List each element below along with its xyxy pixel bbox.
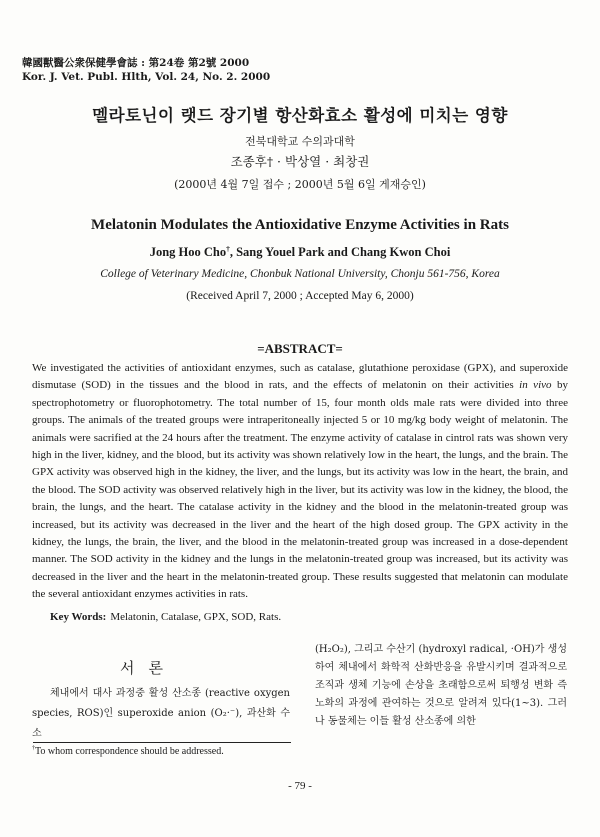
- keywords-label: Key Words:: [50, 611, 107, 623]
- abstract-body: [32, 360, 568, 604]
- abstract-in-vivo: in vivo: [519, 379, 552, 392]
- english-dates: (Received April 7, 2000 ; Accepted May 6, 2000): [186, 290, 414, 302]
- intro-left-column: 체내에서 대사 과정중 활성 산소종 (reactive oxygen species, ROS)인 superoxide anion (O₂·⁻), 과산화 수소: [32, 688, 290, 739]
- footnote-mark: †: [32, 745, 35, 752]
- footnote-divider: [33, 742, 291, 743]
- korean-title: 멜라토닌이 랫드 장기별 항산화효소 활성에 미치는 영향: [92, 106, 508, 125]
- dagger-mark: †: [226, 243, 230, 253]
- author-others: , Sang Youel Park and Chang Kwon Choi: [229, 245, 451, 259]
- footnote-text: To whom correspondence should be addressed.: [35, 746, 224, 757]
- page-number: - 79 -: [288, 780, 312, 792]
- keywords-value: Melatonin, Catalase, GPX, SOD, Rats.: [110, 611, 282, 623]
- intro-heading: 서론: [120, 659, 177, 677]
- english-authors: [0, 245, 600, 260]
- korean-authors: 조종후† · 박상열 · 최창권: [230, 154, 370, 169]
- abstract-text-2: by spectrophotometry or fluorophotometry. The total number of 15, four month olds male rats were divided into three groups. The animals of the treated groups were intraperitoneally injected 5 or 10 mg/kg body weight of melatonin. The animals were sacrified at the 24 hours after the treatment. The enzyme activity of catalase in cintrol rats was shown very high in the liver, kidney, and the blood, but its activity was shown relatively low in the heart, the lungs, and the brain. The GPX activity was observed high in the kidney, the liver, and the lungs, but its activity was low in the heart, the brain, and the blood. The SOD activity was observed relatively high in the liver, but its activity was low in the kidney, the blood, the brain, the lungs, and the heart. The catalase activity in the kidney and the blood in the melatonin-treated group was increased, but its activity was decreased in the liver and the heart of the high dosed group. The GPX activity in the kidney, the lungs, the brain, the liver, and the blood in the melatonin-treated group was increased in a dose-dependent manner. The SOD activity in the kidney and the lungs in the melatonin-treated group was increased, but its activity was decreased in the liver and the heart in the melatonin-treated group. These results suggested that melatonin can modulate the several antioxidant enzymes activities in rats.: [32, 379, 569, 601]
- english-affiliation: College of Veterinary Medicine, Chonbuk National University, Chonju 561-756, Korea: [100, 268, 500, 280]
- intro-right-column: (H₂O₂), 그리고 수산기 (hydroxyl radical, ·OH)가 생성하여 체내에서 화학적 산화반응을 유발시키며 결과적으로 조직과 생체 기능에 손상을 초래함으로써 퇴행성 변화 즉 노화의 과정에 관여하는 것으로 알려져 있다(1~3). 그러나 동물체는 이들 활성 산소종에 의한: [315, 644, 567, 727]
- author-corresponding: Jong Hoo Cho: [149, 245, 227, 259]
- korean-dates: (2000년 4월 7일 접수 ; 2000년 5월 6일 게재승인): [174, 178, 426, 191]
- korean-affiliation: 전북대학교 수의과대학: [245, 135, 355, 148]
- english-title: Melatonin Modulates the Antioxidative Enzyme Activities in Rats: [91, 217, 509, 233]
- abstract-heading: =ABSTRACT=: [257, 341, 343, 356]
- journal-name-english: Kor. J. Vet. Publ. Hlth, Vol. 24, No. 2. 2000: [22, 71, 271, 83]
- abstract-text-1: We investigated the activities of antioxidant enzymes, such as catalase, glutathione peroxidase (GPX), and superoxide dismutase (SOD) in the tissues and the blood in rats, and the effects of melatonin on their activities: [32, 362, 568, 392]
- footnote: [32, 746, 224, 757]
- keywords: [50, 611, 281, 623]
- journal-name-korean: 韓國獸醫公衆保健學會誌 : 第24卷 第2號 2000: [22, 57, 250, 69]
